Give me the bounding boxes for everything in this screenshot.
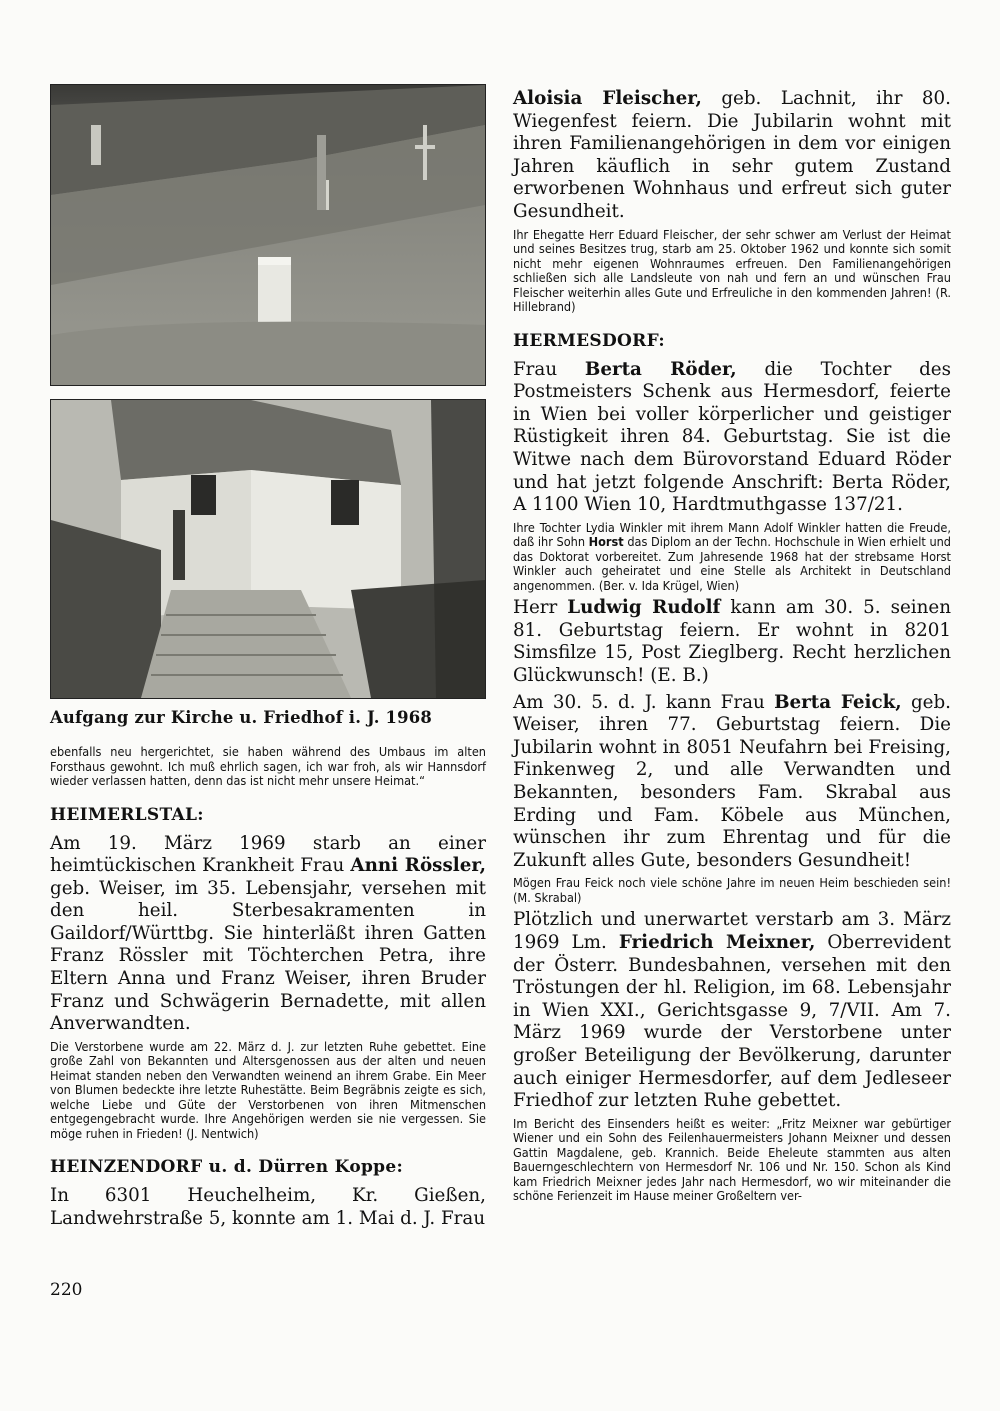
heinzendorf-paragraph: In 6301 Heuchelheim, Kr. Gießen, Landwehrstraße 5, konnte am 1. Mai d. J. Frau [50, 1185, 486, 1229]
heading-hermesdorf: HERMESDORF: [513, 330, 665, 351]
page-number: 220 [50, 1280, 83, 1300]
cemetery-photo-image [51, 85, 485, 385]
roessler-name: Anni Rössler, [350, 855, 486, 877]
feick-name: Berta Feick, [774, 691, 902, 713]
winkler-note: Ihre Tochter Lydia Winkler mit ihrem Mann Adolf Winkler hatten die Freude, daß ihr Sohn Horst das Diplom an der Techn. Hochschule in Wien erhielt und das Doktorat vorbereitet. Zum Jahresende 1968 hat der strebsame Horst Winkler auch geheiratet und eine Stelle als Architekt in Deutschland angenommen. (Ber. v. Ida Krügel, Wien) [513, 519, 952, 593]
heading-heinzendorf: HEINZENDORF u. d. Dürren Koppe: [50, 1157, 404, 1178]
horst-name: Horst [588, 534, 624, 550]
hannsdorf-paragraph-end: ebenfalls neu hergerichtet, sie haben während des Umbaus im alten Forsthaus gewohnt. Ich muß ehrlich sagen, ich war froh, als wir Hannsdorf wieder verlassen hatten, denn das ist nicht mehr unsere Heimat.“ [50, 744, 486, 788]
feick-paragraph: Am 30. 5. d. J. kann Frau Berta Feick, geb. Weiser, ihren 77. Geburtstag feiern. Die Jubilarin wohnt in 8051 Neufahrn bei Freising, Finkenweg 2, und alle Verwandten und Bekannten, besonders Fam. Skrabal aus Erding und Fam. Köbele aus München, wünschen ihr zum Ehrentag und für die Zukunft alles Gute, besonders Gesundheit! [513, 691, 951, 871]
fleischer-note: Ihr Ehegatte Herr Eduard Fleischer, der sehr schwer am Verlust der Heimat und seines Besitzes trug, starb am 25. Oktober 1962 und konnte sich somit nicht mehr eigenen Wohnraumes erfreuen. Den Familienangehörigen schließen sich alle Landsleute von nah und fern an und wünschen Frau Fleischer weiterhin alles Gute und Erfreuliche in den kommenden Jahren! (R. Hillebrand) [513, 226, 951, 315]
fleischer-name: Aloisia Fleischer, [513, 88, 702, 109]
church-photo [50, 399, 486, 699]
meixner-report: Im Bericht des Einsenders heißt es weiter: „Fritz Meixner war gebürtiger Wiener und ein Sohn des Feilenhauermeisters Johann Meixner und dessen Gattin Magdalene, geb. Krannich. Beide Eheleute stammten aus alten Bauerngeschlechtern von Hermesdorf Nr. 106 und Nr. 150. Schon als Kind kam Friedrich Meixner jedes Jahr nach Hermesdorf, wo wir miteinander die schöne Ferienzeit im Hause meiner Großeltern ver- [513, 1115, 951, 1204]
roeder-paragraph: Frau Berta Röder, die Tochter des Postmeisters Schenk aus Hermesdorf, feierte in Wien bei voller körperlicher und geistiger Rüstigkeit ihren 84. Geburtstag. Sie ist die Witwe nach dem Bürovorstand Eduard Röder und hat jetzt folgende Anschrift: Berta Röder, A 1100 Wien 10, Hardtmuthgasse 137/21. [513, 358, 951, 516]
church-photo-image [51, 400, 485, 698]
rudolf-paragraph: Herr Ludwig Rudolf kann am 30. 5. seinen 81. Geburtstag feiern. Er wohnt in 8201 Simsfilze 15, Post Zieglberg. Recht herzlichen Glückwunsch! (E. B.) [513, 597, 951, 686]
left-column [50, 84, 486, 1235]
cemetery-photo [50, 84, 486, 386]
roessler-funeral-note: Die Verstorbene wurde am 22. März d. J. zur letzten Ruhe gebettet. Eine große Zahl von Bekannten und Altersgenossen aus der alten und neuen Heimat standen neben den Verwandten weinend an ihrem Grabe. Ein Meer von Blumen bedeckte ihre letzte Ruhestätte. Beim Begräbnis zeigte es sich, welche Liebe und Güte der Verstorbenen von ihren Mitmenschen entgegengebracht wurde. Ihre Angehörigen werden sie nie vergessen. Sie möge ruhen in Frieden! (J. Nentwich) [50, 1038, 486, 1141]
meixner-name: Friedrich Meixner, [618, 931, 816, 953]
rudolf-name: Ludwig Rudolf [567, 597, 721, 619]
fleischer-paragraph: Aloisia Fleischer, geb. Lachnit, ihr 80. Wiegenfest feiern. Die Jubilarin wohnt mit ihren Familienangehörigen in dem vor einigen Jahren käuflich in sehr gutem Zustand erworbenen Wohnhaus und erfreut sich guter Gesundheit. [513, 88, 951, 222]
right-column [513, 88, 951, 1208]
roessler-paragraph: Am 19. März 1969 starb an einer heimtückischen Krankheit Frau Anni Rössler, geb. Weiser, im 35. Lebensjahr, versehen mit den heil. Sterbesakramenten in Gaildorf/Württbg. Sie hinterläßt ihren Gatten Franz Rössler mit Töchterchen Petra, ihre Eltern Anna und Franz Weiser, ihren Bruder Franz und Schwägerin Bernadette, mit allen Anverwandten. [50, 832, 486, 1035]
roeder-name: Berta Röder, [584, 358, 737, 380]
meixner-paragraph: Plötzlich und unerwartet verstarb am 3. März 1969 Lm. Friedrich Meixner, Oberrevident der Österr. Bundesbahnen, versehen mit den Tröstungen der hl. Religion, im 68. Lebensjahr in Wien XXI., Gerichtsgasse 9, 7/VII. Am 7. März 1969 wurde der Verstorbene unter großer Beteiligung der Bevölkerung, darunter auch einiger Hermesdorfer, auf dem Jedleseer Friedhof zur letzten Ruhe gebettet. [513, 909, 951, 1112]
photo-caption: Aufgang zur Kirche u. Friedhof i. J. 1968 [50, 708, 432, 727]
heading-heimerlstal: HEIMERLSTAL: [50, 804, 204, 825]
feick-note: Mögen Frau Feick noch viele schöne Jahre im neuen Heim beschieden sein! (M. Skrabal) [513, 875, 951, 905]
